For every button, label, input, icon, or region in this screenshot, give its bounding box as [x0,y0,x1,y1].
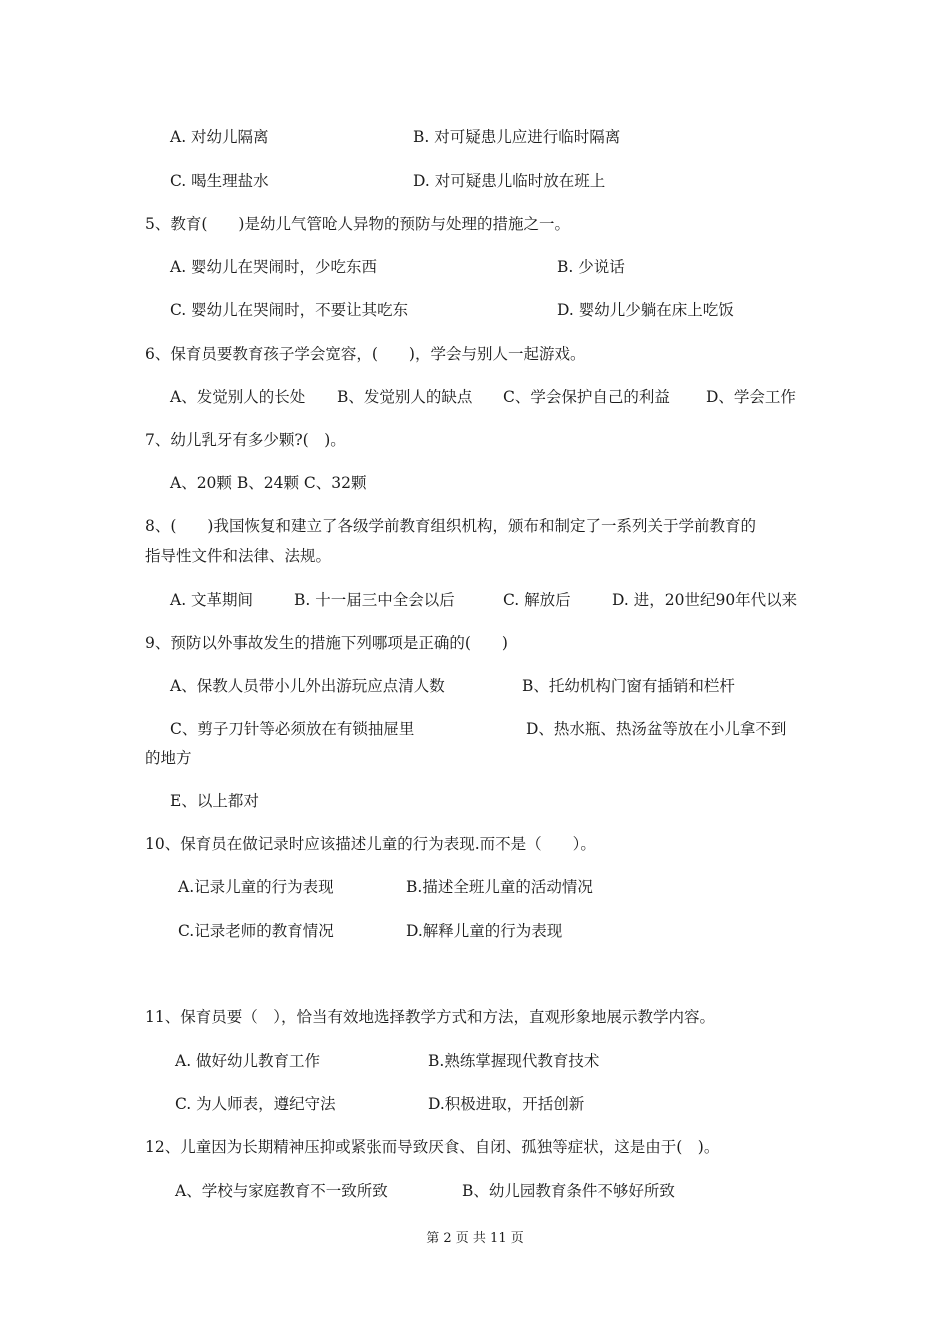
option-d: D.解释儿童的行为表现 [406,922,563,940]
option-c: C. 为人师表，遵纪守法 [175,1095,336,1113]
option-d: D.积极进取，开括创新 [428,1095,585,1113]
option-c: C、学会保护自己的利益 [503,388,670,406]
question-10: 10、保育员在做记录时应该描述儿童的行为表现.而不是（ ）。 [145,835,596,853]
option-d: D. 进，20世纪90年代以来 [612,591,798,609]
option-a: A. 做好幼儿教育工作 [175,1052,321,1070]
option-b: B、发觉别人的缺点 [337,388,473,406]
option-e: E、以上都对 [170,792,259,810]
option-a: A、学校与家庭教育不一致所致 [175,1182,388,1200]
question-7: 7、幼儿乳牙有多少颗?( )。 [145,431,346,449]
option-a: A. 婴幼儿在哭闹时，少吃东西 [170,258,378,276]
page-number-footer: 第 2 页 共 11 页 [426,1231,524,1246]
option-a: A. 对幼儿隔离 [170,128,269,146]
question-8-cont: 指导性文件和法律、法规。 [145,547,332,565]
option-d-cont: 的地方 [145,749,192,767]
option-d: D. 对可疑患儿临时放在班上 [413,172,606,190]
option-d: D、热水瓶、热汤盆等放在小儿拿不到 [526,720,787,738]
question-5: 5、教育( )是幼儿气管呛人异物的预防与处理的措施之一。 [145,215,570,233]
option-a: A、保教人员带小儿外出游玩应点清人数 [170,677,445,695]
option-c: C. 喝生理盐水 [170,172,269,190]
option-b: B、托幼机构门窗有插销和栏杆 [522,677,735,695]
option-c: C、剪子刀针等必须放在有锁抽屉里 [170,720,415,738]
question-6: 6、保育员要教育孩子学会宽容，( )，学会与别人一起游戏。 [145,345,586,363]
option-d: D. 婴幼儿少躺在床上吃饭 [557,301,734,319]
option-b: B.描述全班儿童的活动情况 [406,878,593,896]
option-b: B. 十一届三中全会以后 [294,591,455,609]
option-a: A.记录儿童的行为表现 [178,878,334,896]
option-b: B. 对可疑患儿应进行临时隔离 [413,128,621,146]
option-b: B. 少说话 [557,258,625,276]
option-b: B.熟练掌握现代教育技术 [428,1052,600,1070]
question-9: 9、预防以外事故发生的措施下列哪项是正确的( ) [145,634,508,652]
option-c: C. 婴幼儿在哭闹时，不要让其吃东 [170,301,409,319]
option-a: A. 文革期间 [170,591,254,609]
question-8: 8、( )我国恢复和建立了各级学前教育组织机构，颁布和制定了一系列关于学前教育的 [145,517,756,535]
option-c: C. 解放后 [503,591,571,609]
option-d: D、学会工作 [706,388,796,406]
option-c: C.记录老师的教育情况 [178,922,334,940]
options-inline: A、20颗 B、24颗 C、32颗 [170,474,367,492]
question-11: 11、保育员要（ ），恰当有效地选择教学方式和方法，直观形象地展示教学内容。 [145,1008,715,1026]
question-12: 12、儿童因为长期精神压抑或紧张而导致厌食、自闭、孤独等症状，这是由于( )。 [145,1138,720,1156]
option-a: A、发觉别人的长处 [170,388,306,406]
option-b: B、幼儿园教育条件不够好所致 [462,1182,675,1200]
